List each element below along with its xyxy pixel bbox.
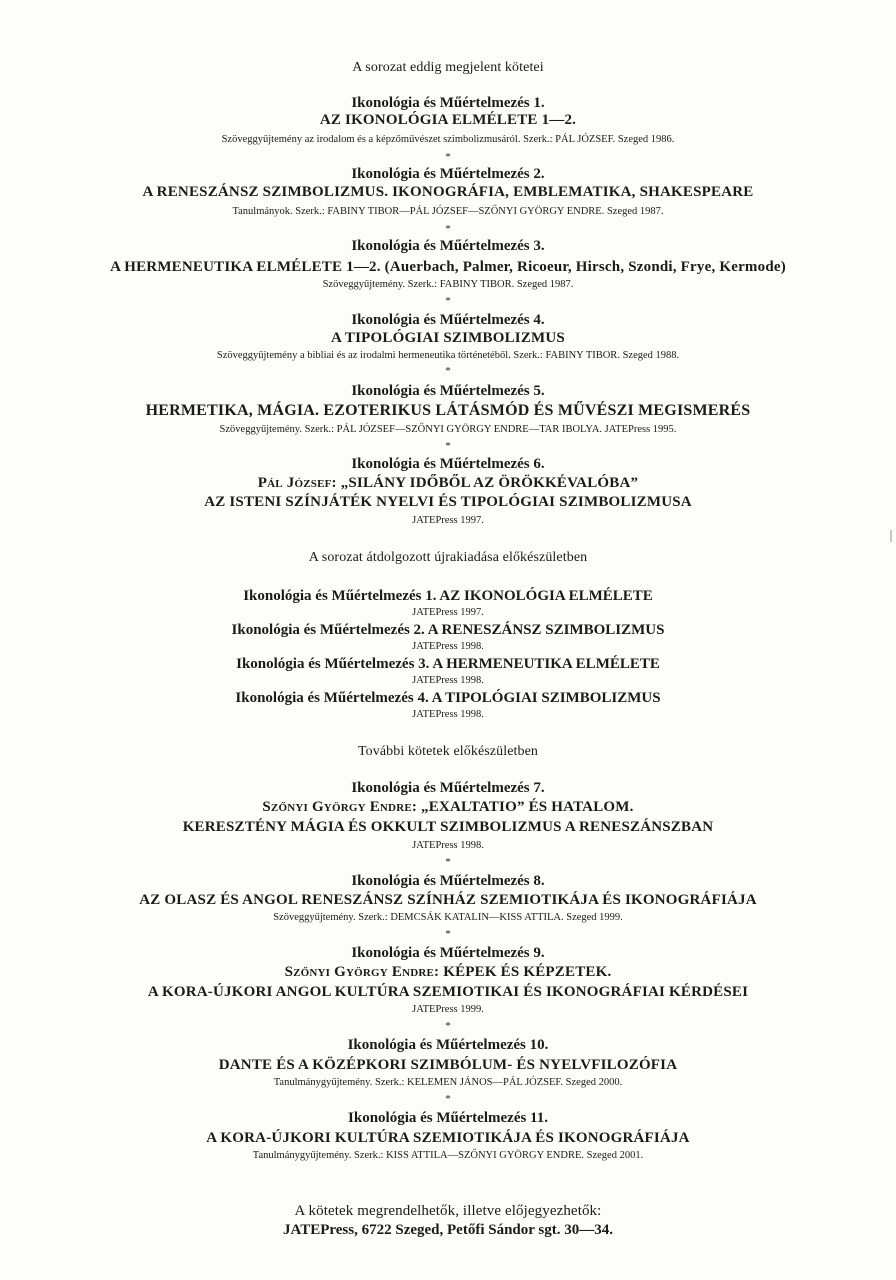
volume-author: Szőnyi György Endre: xyxy=(262,799,418,815)
revised-note: JATEPress 1998. xyxy=(412,641,484,652)
volume-title-line-2: KERESZTÉNY MÁGIA ÉS OKKULT SZIMBOLIZMUS A RENESZÁNSZBAN xyxy=(182,819,714,835)
volume-title: AZ OLASZ ÉS ANGOL RENESZÁNSZ SZÍNHÁZ SZEMIOTIKÁJA ÉS IKONOGRÁFIÁJA xyxy=(139,892,757,908)
separator-star: * xyxy=(445,1093,451,1105)
separator-star: * xyxy=(445,928,451,940)
further-header: További kötetek előkészületben xyxy=(357,744,539,759)
volume-note: Szöveggyűjtemény a bibliai és az irodalmi hermeneutika történetéből. Szerk.: FABINY TIBOR. Szeged 1988. xyxy=(216,350,680,361)
separator-star: * xyxy=(445,151,451,163)
volume-title: A TIPOLÓGIAI SZIMBOLIZMUS xyxy=(331,330,565,346)
volume-title-line-2: AZ ISTENI SZÍNJÁTÉK NYELVI ÉS TIPOLÓGIAI SZIMBOLIZMUSA xyxy=(204,494,692,510)
series-label: Ikonológia és Műértelmezés 9. xyxy=(351,945,545,961)
volume-author: Pál József: xyxy=(257,475,337,491)
volume-note: Szöveggyűjtemény. Szerk.: FABINY TIBOR. Szeged 1987. xyxy=(322,279,574,290)
volume-title: A KORA-ÚJKORI KULTÚRA SZEMIOTIKÁJA ÉS IKONOGRÁFIÁJA xyxy=(206,1130,690,1146)
revised-note: JATEPress 1998. xyxy=(412,675,484,686)
separator-star: * xyxy=(445,440,451,452)
volume-title-text: „SILÁNY IDŐBŐL AZ ÖRÖKKÉVALÓBA” xyxy=(340,475,639,491)
volume-title: AZ IKONOLÓGIA ELMÉLETE 1—2. xyxy=(319,112,577,128)
series-label: Ikonológia és Műértelmezés 11. xyxy=(348,1110,548,1126)
separator-star: * xyxy=(445,295,451,307)
revised-item: Ikonológia és Műértelmezés 1. AZ IKONOLÓGIA ELMÉLETE xyxy=(243,588,653,604)
footer-order-text: A kötetek megrendelhetők, illetve előjegyezhetők: xyxy=(294,1203,602,1219)
revised-item: Ikonológia és Műértelmezés 3. A HERMENEUTIKA ELMÉLETE xyxy=(236,656,660,672)
page-edge-mark xyxy=(890,530,892,542)
volume-title: A HERMENEUTIKA ELMÉLETE 1—2. (Auerbach, Palmer, Ricoeur, Hirsch, Szondi, Frye, Kermode) xyxy=(110,259,786,275)
series-label: Ikonológia és Műértelmezés 6. xyxy=(351,456,545,472)
series-label: Ikonológia és Műértelmezés 2. xyxy=(351,166,545,182)
volume-note: Tanulmánygyűjtemény. Szerk.: KELEMEN JÁNOS—PÁL JÓZSEF. Szeged 2000. xyxy=(273,1077,623,1088)
revised-header: A sorozat átdolgozott újrakiadása előkészületben xyxy=(308,550,588,565)
series-label: Ikonológia és Műértelmezés 5. xyxy=(351,383,545,399)
volume-title-text: KÉPEK ÉS KÉPZETEK. xyxy=(443,964,612,980)
volume-note: JATEPress 1999. xyxy=(412,1004,484,1015)
separator-star: * xyxy=(445,223,451,235)
volume-title-text: „EXALTATIO” ÉS HATALOM. xyxy=(421,799,634,815)
revised-item: Ikonológia és Műértelmezés 4. A TIPOLÓGIAI SZIMBOLIZMUS xyxy=(235,690,661,706)
volume-author: Szőnyi György Endre: xyxy=(284,964,440,980)
volume-note: Tanulmányok. Szerk.: FABINY TIBOR—PÁL JÓZSEF—SZŐNYI GYÖRGY ENDRE. Szeged 1987. xyxy=(232,206,664,217)
separator-star: * xyxy=(445,856,451,868)
volume-note: Szöveggyűjtemény. Szerk.: PÁL JÓZSEF—SZŐNYI GYÖRGY ENDRE—TAR IBOLYA. JATEPress 1995. xyxy=(219,424,677,435)
volume-title: HERMETIKA, MÁGIA. EZOTERIKUS LÁTÁSMÓD ÉS MŰVÉSZI MEGISMERÉS xyxy=(145,402,751,419)
revised-note: JATEPress 1997. xyxy=(412,607,484,618)
volume-title-line-1 xyxy=(0,476,896,491)
series-label: Ikonológia és Műértelmezés 7. xyxy=(351,780,545,796)
series-label: Ikonológia és Műértelmezés 3. xyxy=(351,238,545,254)
revised-note: JATEPress 1998. xyxy=(412,709,484,720)
volume-title: DANTE ÉS A KÖZÉPKORI SZIMBÓLUM- ÉS NYELVFILOZÓFIA xyxy=(218,1057,678,1073)
volume-title: A RENESZÁNSZ SZIMBOLIZMUS. IKONOGRÁFIA, EMBLEMATIKA, SHAKESPEARE xyxy=(142,184,754,200)
separator-star: * xyxy=(445,365,451,377)
volume-note: JATEPress 1997. xyxy=(412,515,484,526)
volume-title-line-1 xyxy=(0,965,896,980)
volume-title-line-1 xyxy=(0,800,896,815)
published-header: A sorozat eddig megjelent kötetei xyxy=(352,60,544,75)
revised-item: Ikonológia és Műértelmezés 2. A RENESZÁNSZ SZIMBOLIZMUS xyxy=(231,622,665,638)
volume-note: JATEPress 1998. xyxy=(412,840,484,851)
series-label: Ikonológia és Műértelmezés 8. xyxy=(351,873,545,889)
series-label: Ikonológia és Műértelmezés 1. xyxy=(351,95,545,111)
volume-note: Szöveggyűjtemény az irodalom és a képzőművészet szimbolizmusáról. Szerk.: PÁL JÓZSEF. Szeged 1986. xyxy=(221,134,675,145)
footer-address: JATEPress, 6722 Szeged, Petőfi Sándor sgt. 30—34. xyxy=(283,1222,613,1238)
series-label: Ikonológia és Műértelmezés 10. xyxy=(347,1037,549,1053)
series-label: Ikonológia és Műértelmezés 4. xyxy=(351,312,545,328)
separator-star: * xyxy=(445,1020,451,1032)
volume-note: Szöveggyűjtemény. Szerk.: DEMCSÁK KATALIN—KISS ATTILA. Szeged 1999. xyxy=(273,912,623,923)
volume-title-line-2: A KORA-ÚJKORI ANGOL KULTÚRA SZEMIOTIKAI ÉS IKONOGRÁFIAI KÉRDÉSEI xyxy=(147,984,749,1000)
volume-note: Tanulmánygyűjtemény. Szerk.: KISS ATTILA—SZŐNYI GYÖRGY ENDRE. Szeged 2001. xyxy=(252,1150,644,1161)
